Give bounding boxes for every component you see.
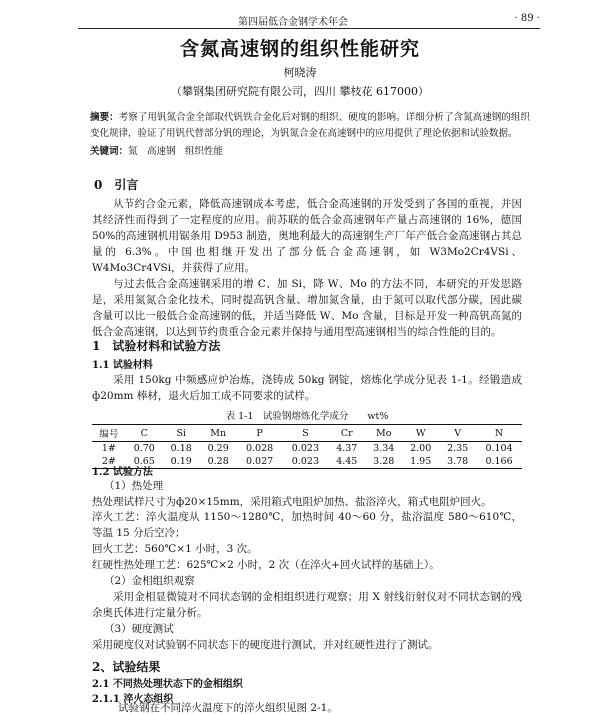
composition-table [92, 408, 522, 469]
abstract-label: 摘要： [90, 112, 119, 123]
table-header-cell: V [439, 425, 476, 442]
hardness-title: （3）硬度测试 [104, 623, 174, 635]
table-header-cell: C [126, 425, 163, 442]
heat-treatment-title: （1）热处理 [104, 480, 164, 492]
author: 柯晓涛 [283, 66, 317, 79]
keywords-text: 氮 高速钢 组织性能 [128, 146, 224, 157]
table-row [92, 455, 522, 469]
table-cell: 0.166 [476, 455, 522, 469]
section-heading-1: 1 试验材料和试验方法 [92, 339, 221, 353]
table-cell: 0.023 [291, 443, 319, 454]
table-header-cell: Mn [200, 425, 237, 442]
metallography-title: （2）金相组织观察 [104, 575, 195, 587]
red-hardness-process: 红硬性热处理工艺：625℃×2 小时，2 次（在淬火+回火试样的基础上）。 [92, 559, 440, 571]
table-header-cell: P [237, 425, 283, 442]
paper-title: 含氮高速钢的组织性能研究 [179, 38, 420, 60]
table-cell: 0.28 [200, 455, 237, 469]
table-cell: 0.023 [282, 455, 328, 469]
conference-name: 第四届低合金钢学术年会 [238, 17, 348, 28]
table-cell: 0.104 [485, 443, 513, 454]
table-cell: 0.027 [237, 455, 283, 469]
table-cell: 2.35 [447, 443, 469, 454]
table-cell: 1.95 [402, 455, 439, 469]
table-cell: 0.70 [133, 443, 155, 454]
table-header-cell: S [282, 425, 328, 442]
heat-treatment-line: 热处理试样尺寸为ф20×15mm，采用箱式电阻炉加热、盐浴淬火，箱式电阻炉回火。 [92, 496, 492, 508]
table-cell: 3.34 [373, 443, 395, 454]
table-cell: 0.65 [126, 455, 163, 469]
table-header-cell: W [402, 425, 439, 442]
table-cell: 2.00 [410, 443, 432, 454]
table-cell: 0.19 [163, 455, 200, 469]
table-cell: 3.28 [365, 455, 402, 469]
table-cell: 1# [101, 443, 116, 454]
keywords [90, 143, 223, 157]
table-cell: 4.37 [336, 443, 358, 454]
subsection-1-1: 1.1 试验材料 [92, 360, 153, 371]
table-header-cell: Si [163, 425, 200, 442]
keywords-label: 关键词： [90, 146, 129, 157]
metallography-line: 采用金相显微镜对不同状态钢的金相组织进行观察；用 X 射线衍射仪对不同状态钢的残余奥氏体进行定量分析。 [92, 591, 522, 619]
abstract [90, 110, 530, 142]
intro-body [92, 196, 522, 340]
abstract-text: 考察了用钒氮合金全部取代钒铁合金化后对钢的组织、硬度的影响。详细分析了含氮高速钢的组织变化规律，验证了用钒代替部分钒的理论，为钒氮合金在高速钢中的应用提供了理论依据和试验数据。 [90, 112, 530, 139]
subsection-2-1-1: 2.1.1 淬火态组织 [92, 694, 174, 705]
table-cell: 0.18 [170, 443, 192, 454]
subsection-2-1: 2.1 不同热处理状态下的金相组织 [92, 679, 243, 690]
table-header-cell: 编号 [92, 425, 126, 442]
intro-paragraph-1: 从节约合金元素，降低高速钢成本考虑，低合金高速钢的开发受到了各国的重视，并因其经济性而得到了一定程度的应用。前苏联的低合金高速钢年产量占高速钢的 16%，德国 50%的高速钢机用锯条用 D953 制造，奥地利最大的高速钢生产厂年产低合金高速钢占其总量的 6.3%。中国也相继开发出了部分低合金高速钢，如 W3Mo2Cr4VSi、W4Mo3Cr4VSi，并获得了应用。 [92, 198, 522, 274]
section-heading-intro: 0 引言 [94, 178, 139, 192]
table-header-cell: Mo [365, 425, 402, 442]
table-header-cell: N [476, 425, 522, 442]
page-number: · 89 · [514, 13, 540, 24]
temper-process: 回火工艺：560℃×1 小时，3 次。 [92, 543, 258, 555]
section-heading-2: 2、试验结果 [92, 660, 161, 674]
table-cell: 3.78 [439, 455, 476, 469]
table-caption: 表 1-1 试验钢熔炼化学成分 wt% [225, 411, 389, 422]
running-header [78, 10, 540, 29]
table-row [92, 442, 522, 456]
quench-structure-line: 试验钢在不同淬火温度下的淬火组织见图 2-1。 [118, 702, 338, 714]
table-cell: 0.29 [207, 443, 229, 454]
intro-paragraph-2: 与过去低合金高速钢采用的增 C、加 Si，降 W、Mo 的方法不同，本研究的开发思路是，采用氮氮合金化技术，同时提高钒含量、增加氮含量，由于氮可以取代部分碳，因此碳含量可以比一般低合金高速钢的低，并适当降低 W、Mo 含量，目标是开发一种高钒高氮的低合金高速钢，以达到节约贵重合金元素并保持与通用型高速钢相当的综合性能的目的。 [92, 278, 522, 338]
materials-paragraph: 采用 150kg 中频感应炉冶炼，浇铸成 50kg 钢锭，熔炼化学成分见表 1-1。经锻造成 ф20mm 棒材，退火后加工成不同要求的试样。 [92, 374, 522, 402]
table-cell: 2# [92, 455, 126, 469]
table-cell: 4.45 [328, 455, 365, 469]
hardness-line: 采用硬度仪对试验钢不同状态下的硬度进行测试，并对红硬性进行了测试。 [92, 639, 439, 651]
affiliation: （攀钢集团研究院有限公司，四川 攀枝花 617000） [171, 85, 429, 98]
table-cell: 0.028 [245, 443, 274, 454]
table-header-row [92, 425, 522, 442]
quench-process: 淬火工艺：淬火温度从 1150～1280℃，加热时间 40～60 分，盐浴温度 580～610℃，等温 15 分后空冷； [92, 511, 522, 539]
table-body [92, 442, 522, 469]
subsection-1-2: 1.2 试验方法 [92, 467, 153, 478]
table-header-cell: Cr [328, 425, 365, 442]
